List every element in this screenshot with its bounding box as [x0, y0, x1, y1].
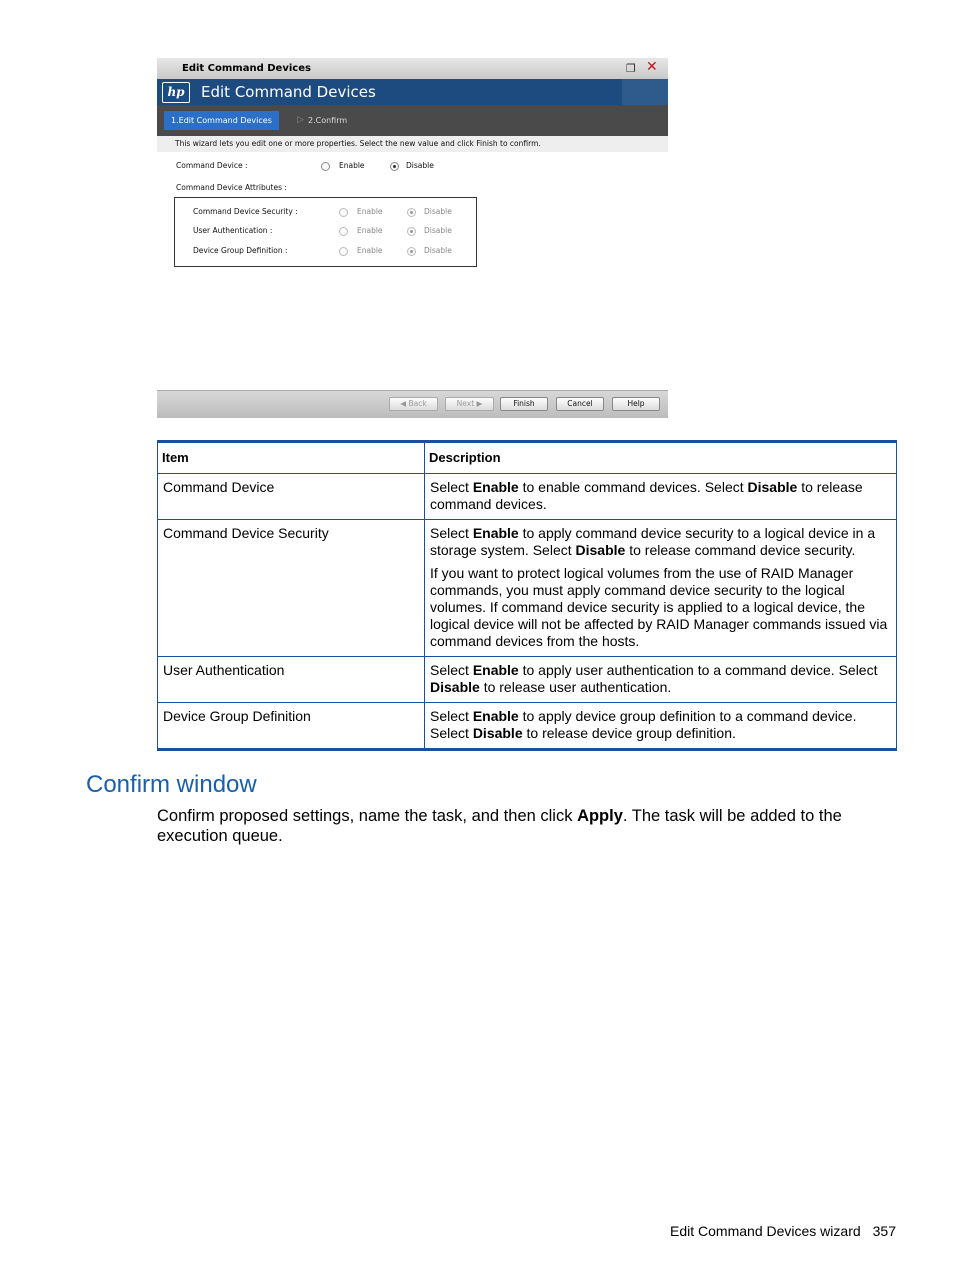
restore-icon[interactable]: ❐ — [626, 62, 636, 75]
close-icon[interactable]: ✕ — [646, 59, 658, 75]
hp-logo: hp — [162, 82, 190, 103]
attr-group-def-enable-radio[interactable] — [339, 247, 348, 256]
attr-group-def-disable-radio[interactable] — [407, 247, 416, 256]
table-row — [158, 657, 897, 703]
row-description: Select Enable to apply command device security to a logical device in a storage system. Select Disable to release command device security. If you want to protect logical volumes from the use of RAID Manager commands, you must apply command device security to the logical volumes. If command device security is applied to a logical device, the logical device will not be affected by RAID Manager commands issued via command devices from the hosts. — [425, 520, 897, 657]
step-confirm[interactable]: 2.Confirm — [308, 116, 348, 125]
attr-user-auth-enable-radio[interactable] — [339, 227, 348, 236]
section-paragraph: Confirm proposed settings, name the task, and then click Apply. The task will be added to the execution queue. — [157, 807, 842, 845]
triangle-right-icon: ▶ — [476, 399, 483, 408]
command-device-disable-radio[interactable] — [390, 162, 399, 171]
finish-button[interactable]: Finish — [500, 397, 548, 411]
attributes-label: Command Device Attributes : — [176, 183, 287, 192]
command-device-disable-label: Disable — [406, 161, 434, 170]
table-row — [158, 474, 897, 520]
next-button-label: Next — [456, 399, 475, 408]
dialog-footer — [157, 390, 668, 418]
row-item: Command Device Security — [158, 520, 425, 657]
table-header-row — [158, 442, 897, 474]
header-bar — [157, 79, 668, 105]
edit-command-devices-dialog — [157, 58, 668, 417]
window-titlebar — [157, 58, 668, 79]
row-item: Command Device — [158, 474, 425, 520]
row-description-note: If you want to protect logical volumes from the use of RAID Manager commands, you must apply command device security to the logical volumes. If command device security is applied to a logical device, the logical device will not be affected by RAID Manager commands issued via command devices from the hosts. — [430, 565, 888, 649]
attr-user-auth-disable-label: Disable — [424, 226, 452, 235]
attributes-box — [174, 197, 477, 267]
attr-security-disable-radio[interactable] — [407, 208, 416, 217]
step-arrow-icon: ▷ — [297, 115, 304, 125]
description-table — [157, 440, 897, 751]
header-item: Item — [158, 442, 425, 474]
header-description: Description — [425, 442, 897, 474]
row-description: Select Enable to apply user authentication to a command device. Select Disable to release user authentication. — [425, 657, 897, 703]
step-edit-command-devices[interactable]: 1.Edit Command Devices — [164, 111, 279, 130]
dialog-title: Edit Command Devices — [201, 83, 376, 101]
instruction-text: This wizard lets you edit one or more properties. Select the new value and click Finish to confirm. — [157, 136, 668, 152]
row-item: User Authentication — [158, 657, 425, 703]
back-button-label: Back — [408, 399, 427, 408]
row-description: Select Enable to enable command devices. Select Disable to release command devices. — [425, 474, 897, 520]
page-footer — [670, 1223, 896, 1239]
wizard-steps — [157, 105, 668, 136]
attr-security-disable-label: Disable — [424, 207, 452, 216]
attr-user-auth-enable-label: Enable — [357, 226, 383, 235]
command-device-label: Command Device : — [176, 161, 248, 170]
attr-security-label: Command Device Security : — [193, 207, 298, 216]
help-button[interactable]: Help — [612, 397, 660, 411]
triangle-left-icon: ◀ — [400, 399, 407, 408]
row-description: Select Enable to apply device group definition to a command device. Select Disable to release device group definition. — [425, 703, 897, 750]
attr-user-auth-label: User Authentication : — [193, 226, 273, 235]
table-row — [158, 703, 897, 750]
window-title: Edit Command Devices — [182, 63, 311, 74]
footer-text: Edit Command Devices wizard — [670, 1223, 861, 1239]
attr-group-def-enable-label: Enable — [357, 246, 383, 255]
page-number: 357 — [872, 1223, 896, 1239]
attr-group-def-label: Device Group Definition : — [193, 246, 288, 255]
table-row — [158, 520, 897, 657]
attr-user-auth-disable-radio[interactable] — [407, 227, 416, 236]
command-device-enable-label: Enable — [339, 161, 365, 170]
command-device-enable-radio[interactable] — [321, 162, 330, 171]
next-button[interactable] — [445, 397, 494, 411]
section-title: Confirm window — [86, 771, 257, 798]
row-item: Device Group Definition — [158, 703, 425, 750]
attr-security-enable-radio[interactable] — [339, 208, 348, 217]
attr-group-def-disable-label: Disable — [424, 246, 452, 255]
back-button[interactable] — [389, 397, 438, 411]
attr-security-enable-label: Enable — [357, 207, 383, 216]
cancel-button[interactable]: Cancel — [556, 397, 604, 411]
